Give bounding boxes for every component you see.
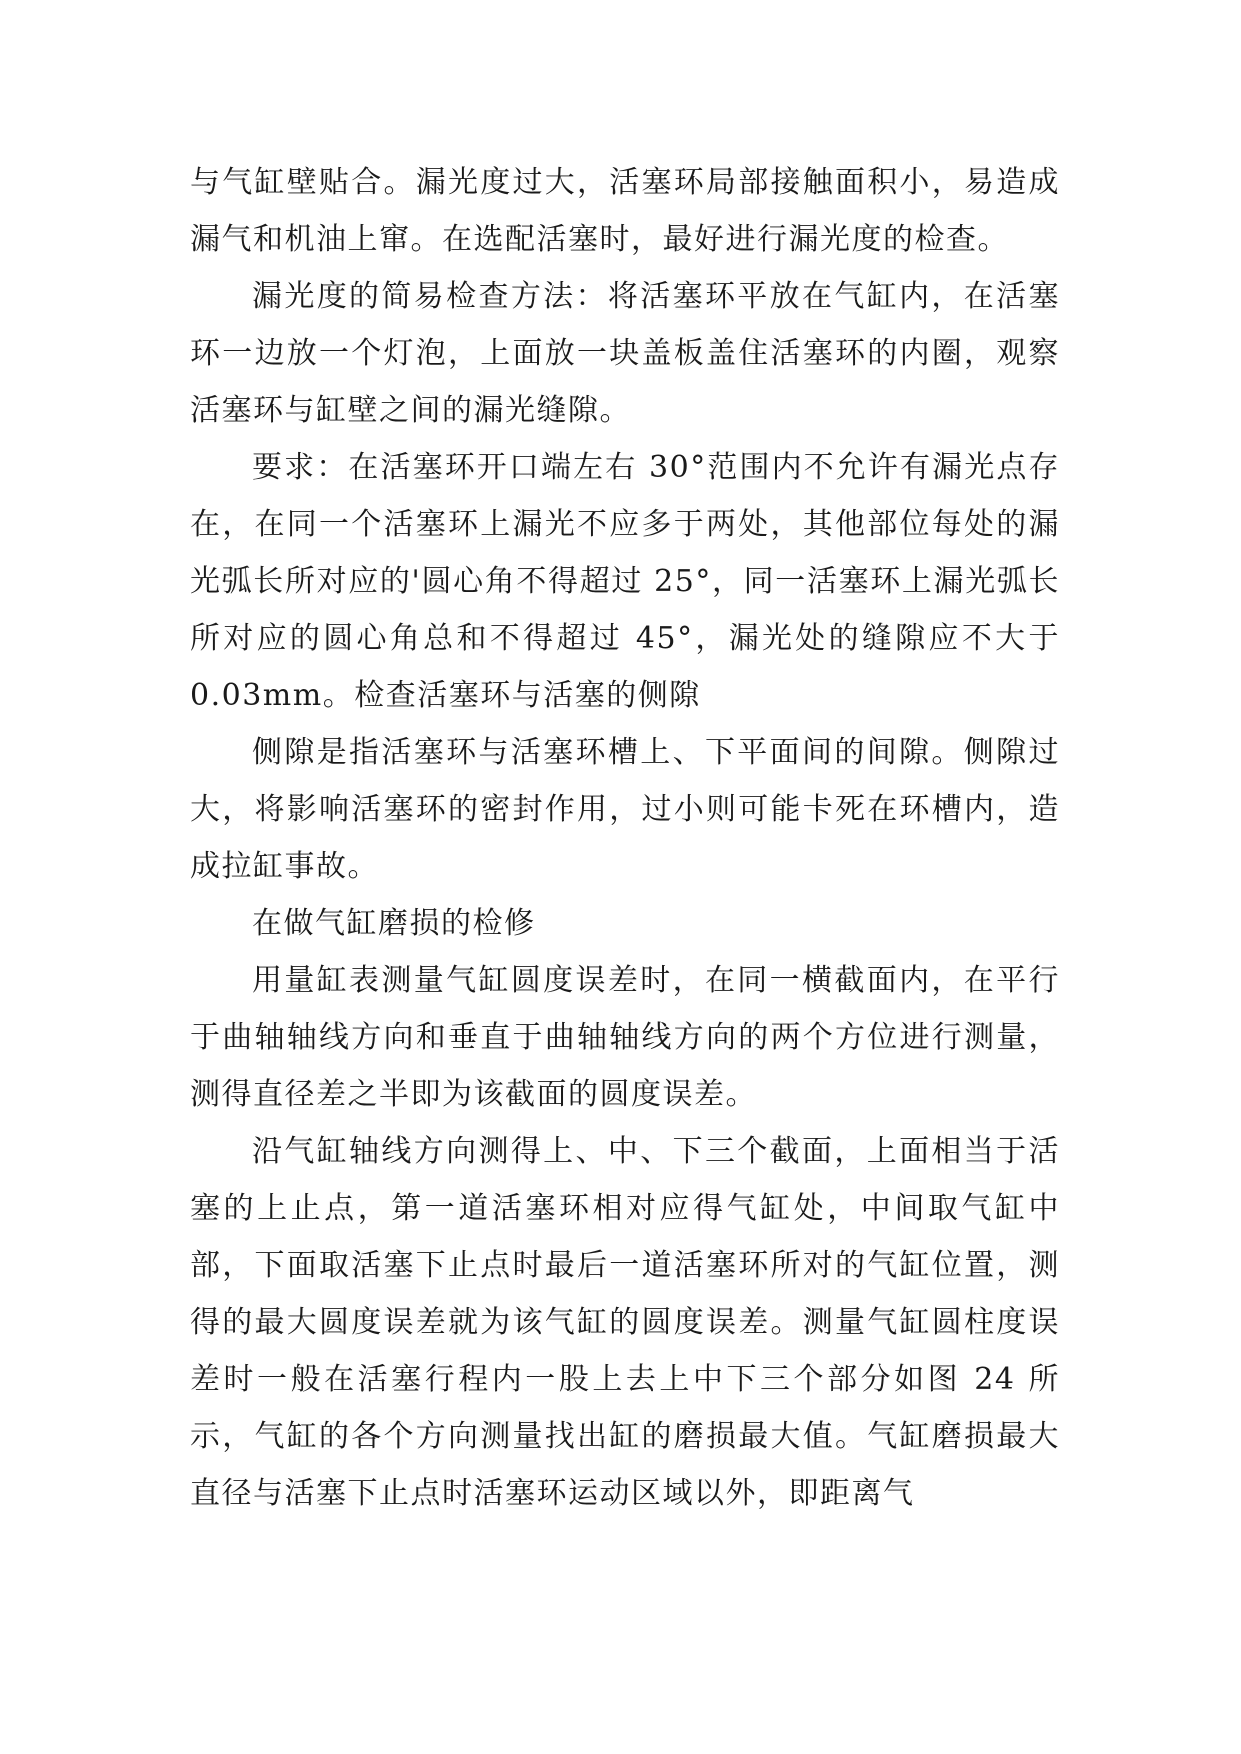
paragraph-1: 与气缸壁贴合。漏光度过大，活塞环局部接触面积小，易造成漏气和机油上窜。在选配活塞时，最好进行漏光度的检查。 — [190, 165, 1060, 257]
paragraph-6: 用量缸表测量气缸圆度误差时，在同一横截面内，在平行于曲轴轴线方向和垂直于曲轴轴线方向的两个方位进行测量，测得直径差之半即为该截面的圆度误差。 — [190, 963, 1060, 1112]
paragraph-7: 沿气缸轴线方向测得上、中、下三个截面，上面相当于活塞的上止点，第一道活塞环相对应得气缸处，中间取气缸中部，下面取活塞下止点时最后一道活塞环所对的气缸位置，测得的最大圆度误差就为该气缸的圆度误差。测量气缸圆柱度误差时一般在活塞行程内一股上去上中下三个部分如图 24 所示，气缸的各个方向测量找出缸的磨损最大值。气缸磨损最大直径与活塞下止点时活塞环运动区域以外，即距离气 — [190, 1134, 1060, 1511]
paragraph-3: 要求：在活塞环开口端左右 30°范围内不允许有漏光点存在，在同一个活塞环上漏光不应多于两处，其他部位每处的漏光弧长所对应的'圆心角不得超过 25°，同一活塞环上漏光弧长所对应的圆心角总和不得超过 45°，漏光处的缝隙应不大于 0.03mm。检查活塞环与活塞的侧隙 — [190, 450, 1060, 713]
paragraph-4: 侧隙是指活塞环与活塞环槽上、下平面间的间隙。侧隙过大，将影响活塞环的密封作用，过小则可能卡死在环槽内，造成拉缸事故。 — [190, 735, 1060, 884]
document-body — [190, 154, 1060, 1522]
paragraph-5: 在做气缸磨损的检修 — [252, 906, 536, 941]
paragraph-2: 漏光度的简易检查方法：将活塞环平放在气缸内，在活塞环一边放一个灯泡，上面放一块盖板盖住活塞环的内圈，观察活塞环与缸壁之间的漏光缝隙。 — [190, 279, 1060, 428]
